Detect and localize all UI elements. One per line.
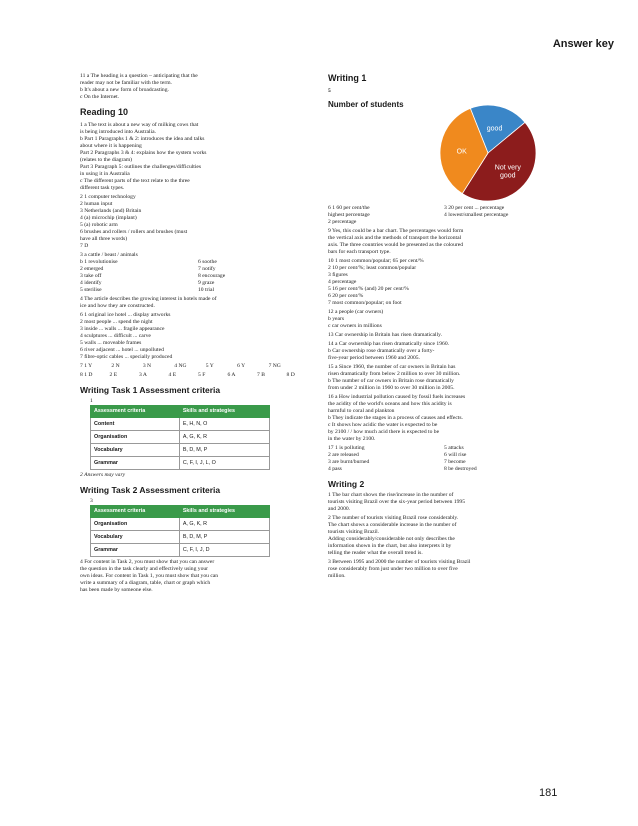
writing-task-2-answer-4-line: the question in the task clearly and effectively using your [80, 566, 209, 572]
reading-10-answer-1-line: Part 3 Paragraph 5: outlines the challenges/difficulties [80, 164, 202, 170]
reading-10-answer-1-line: b Part 1 Paragraphs 1 & 2: introduces the idea and talks [80, 136, 205, 142]
writing-1-number: 5 [328, 88, 331, 94]
writing-task-1-table-cell: Grammar [91, 457, 180, 470]
pie-slice-label: good [486, 125, 503, 133]
reading-10-answer-3b-cell: 10 trial [198, 287, 215, 293]
reading-10-answer-6-line: 5 walls ... moveable frames [80, 340, 142, 346]
answer-9 [328, 228, 560, 256]
reading-10-answer-2-line: 2 1 computer technology [80, 194, 136, 200]
reading-10-answer-1-line: is being introduced into Australia. [80, 129, 156, 135]
answer-10-line: 5 16 per cent/% (and) 20 per cent/% [328, 286, 409, 292]
writing-task-2-table-row [91, 531, 270, 544]
writing-2-answer-2-line: telling the reader what the overall trend is. [328, 550, 423, 556]
reading-10-answer-6-line: 2 most people ... spend the night [80, 319, 153, 325]
reading-10-answer-4-line: ice and how they are constructed. [80, 303, 155, 309]
writing-task-1-table-row [91, 457, 270, 470]
page-header: Answer key [552, 38, 614, 50]
answer-17-row [328, 452, 560, 459]
writing-2-answer-2 [328, 515, 560, 557]
answer-15 [328, 364, 560, 392]
answer-17-cell: 8 be destroyed [444, 466, 477, 472]
answer-11-line: b It's about a new form of broadcasting. [80, 87, 169, 93]
answer-16-line: in the water by 2100. [328, 436, 376, 442]
answer-6 [328, 205, 560, 226]
writing-task-2-table-cell: B, D, M, P [179, 531, 269, 544]
answer-17-row [328, 445, 560, 452]
writing-task-1-answer-2: 2 Answers may vary [80, 472, 126, 478]
reading-10-answer-8-item: 6 A [227, 372, 236, 378]
writing-task-2-answer-4-line: own ideas. For content in Task 1, you must show that you can [80, 573, 219, 579]
reading-10-answer-6-line: 7 fibre-optic cables ... specially produced [80, 354, 173, 360]
reading-10-answer-8-item: 4 E [168, 372, 177, 378]
writing-task-2-table-cell: C, F, I, J, D [179, 544, 269, 557]
pie-chart [328, 95, 560, 205]
answer-16-line: the acidity of the world's oceans and how this acidity is [328, 401, 452, 407]
writing-2-answer-2-line: Adding considerably/considerable not only describes the [328, 536, 455, 542]
answer-17-row [328, 459, 560, 466]
writing-2-answer-1-line: 1 The bar chart shows the rise/increase in the number of [328, 492, 454, 498]
reading-10-answer-7-item: 4 NG [174, 363, 187, 369]
reading-10-answer-2-line: 2 human input [80, 201, 113, 207]
reading-10-answer-1-line: different task types. [80, 185, 125, 191]
writing-task-2-table-cell: Organisation [91, 518, 180, 531]
writing-2-answer-1-line: and 2000. [328, 506, 351, 512]
writing-task-2-answer-4-line: 4 For content in Task 2, you must show that you can answer [80, 559, 215, 565]
writing-task-1-table-cell: Content [91, 418, 180, 431]
reading-10-answer-8-item: 2 E [109, 372, 118, 378]
pie-slice-label: OK [456, 148, 467, 156]
reading-10-answer-1-line: about where it is happening [80, 143, 142, 149]
answer-12-line: c car owners in millions [328, 323, 382, 329]
writing-2-answer-2-line: tourists visiting Brazil. [328, 529, 380, 535]
answer-6-cell: highest percentage [328, 212, 370, 218]
reading-10-answer-6-line: 4 sculptures ... difficult ... carve [80, 333, 151, 339]
answer-10-line: 2 10 per cent/%; least common/popular [328, 265, 417, 271]
reading-10-answer-2-line: 7 D [80, 243, 89, 249]
reading-10-answer-2 [80, 194, 316, 250]
answer-9-line: the vertical axis and the methods of transport the horizontal [328, 235, 462, 241]
reading-10-answer-7-item: 5 Y [205, 363, 214, 369]
left-column [80, 73, 316, 594]
chart-title: Number of students [328, 100, 404, 109]
writing-task-1-table-row [91, 418, 270, 431]
answer-15-line: risen dramatically from below 2 million to over 30 million. [328, 371, 461, 377]
answer-10-line: 6 20 per cent/% [328, 293, 364, 299]
answer-17-cell: 4 pass [328, 466, 342, 472]
writing-2-answer-3 [328, 559, 560, 580]
reading-10-answer-3b-cell: 9 graze [198, 280, 215, 286]
answer-15-line: b The number of car owners in Britain rose dramatically [328, 378, 454, 384]
reading-10-answer-3b-row [80, 259, 316, 266]
reading-10-answer-3a: 3 a cattle / beast / animals [80, 252, 138, 258]
reading-10-answer-3b [80, 259, 316, 294]
writing-task-1-number: 1 [90, 398, 93, 404]
reading-10-answer-8-item: 8 D [286, 372, 295, 378]
reading-10-answer-3b-cell: b 1 revolutionise [80, 259, 118, 265]
reading-10-answer-2-line: 5 (a) robotic arm [80, 222, 118, 228]
reading-10-answer-8-item: 8 1 D [80, 372, 93, 378]
reading-10-answer-2-line: 4 (a) microchip (implant) [80, 215, 137, 221]
reading-10-answer-6-line: 6 river adjacent ... hotel ... unpolluted [80, 347, 164, 353]
answer-16-line: c It shows how acidic the water is expected to be [328, 422, 438, 428]
answer-9-line: bars for each transport type. [328, 249, 391, 255]
writing-task-1-table-header-row [91, 406, 270, 418]
answer-10 [328, 258, 560, 307]
reading-10-heading: Reading 10 [80, 107, 129, 117]
writing-task-2-table-cell: Grammar [91, 544, 180, 557]
answer-6-cell [444, 219, 560, 226]
reading-10-answer-8-item: 7 B [257, 372, 265, 378]
answer-11-line: c On the Internet. [80, 94, 120, 100]
reading-10-answer-7-item: 6 Y [237, 363, 246, 369]
reading-10-answer-3b-row [80, 280, 316, 287]
reading-10-answer-4 [80, 296, 316, 310]
writing-task-1-table-row [91, 431, 270, 444]
answer-10-line: 7 most common/popular; on foot [328, 300, 402, 306]
answer-12-line: b years [328, 316, 344, 322]
answer-6-row [328, 219, 560, 226]
answer-10-line: 3 figures [328, 272, 348, 278]
writing-task-2-table-row [91, 518, 270, 531]
answer-10-line: 10 1 most common/popular; 65 per cent/% [328, 258, 424, 264]
answer-14-line: five-year period between 1960 and 2005. [328, 355, 420, 361]
writing-task-1-table-cell: E, H, N, O [179, 418, 269, 431]
writing-task-1-table-cell: A, G, K, R [179, 431, 269, 444]
writing-task-2-heading: Writing Task 2 Assessment criteria [80, 485, 221, 495]
answer-17-cell: 17 1 is polluting [328, 445, 365, 451]
answer-13: 13 Car ownership in Britain has risen dramatically. [328, 332, 442, 338]
right-column [328, 73, 560, 580]
pie-slice-label: good [500, 172, 516, 180]
answer-10-line: 4 percentage [328, 279, 357, 285]
answer-11-line: reader may not be familiar with the term. [80, 80, 172, 86]
reading-10-answer-3b-row [80, 273, 316, 280]
answer-17-cell: 3 are burnt/burned [328, 459, 370, 465]
answer-15-line: 15 a Since 1960, the number of car owners in Britain has [328, 364, 456, 370]
writing-task-1-table-cell: Organisation [91, 431, 180, 444]
writing-task-2-number: 3 [90, 498, 93, 504]
reading-10-answer-8 [80, 372, 316, 379]
answer-6-row [328, 205, 560, 212]
writing-task-1-table-header-cell: Skills and strategies [179, 406, 269, 418]
writing-task-2-answer-4-line: has been made by someone else. [80, 587, 153, 593]
writing-task-2-answer-4 [80, 559, 316, 594]
writing-task-1-heading: Writing Task 1 Assessment criteria [80, 385, 221, 395]
writing-task-2-table-cell: Vocabulary [91, 531, 180, 544]
reading-10-answer-3b-cell: 7 notify [198, 266, 216, 272]
reading-10-answer-3b-row [80, 266, 316, 273]
answer-6-cell: 4 lowest/smallest percentage [444, 212, 509, 218]
answer-9-line: axis. The three countries would be presented as the coloured [328, 242, 464, 248]
answer-16-line: by 2100 / / how much acid there is expected to be [328, 429, 440, 435]
answer-16-line: b They indicate the stages in a process of causes and effects. [328, 415, 463, 421]
writing-1-heading: Writing 1 [328, 73, 367, 83]
writing-2-answer-2-line: information shown in the chart, but also interprets it by [328, 543, 452, 549]
reading-10-answer-7 [80, 363, 300, 370]
reading-10-answer-1-line: Part 2 Paragraphs 3 & 4: explains how the system works [80, 150, 207, 156]
writing-task-1-table-cell: B, D, M, P [179, 444, 269, 457]
reading-10-answer-6-line: 3 inside ... walls ... fragile appearance [80, 326, 165, 332]
writing-task-2-table-header-row [91, 506, 270, 518]
writing-2-answer-3-line: rose considerably from just under two million to over five [328, 566, 458, 572]
reading-10-answer-6 [80, 312, 316, 361]
answer-12 [328, 309, 560, 330]
reading-10-answer-6-line: 6 1 original ice hotel ... display artworks [80, 312, 171, 318]
answer-11 [80, 73, 316, 101]
writing-task-1-table-header-cell: Assessment criteria [91, 406, 180, 418]
reading-10-answer-3b-cell: 6 soothe [198, 259, 217, 265]
reading-10-answer-3b-cell: 2 emerged [80, 266, 104, 272]
writing-task-1-table-row [91, 444, 270, 457]
reading-10-answer-7-item: 7 NG [268, 363, 281, 369]
reading-10-answer-3b-cell: 3 take off [80, 273, 102, 279]
writing-2-answer-3-line: 3 Between 1995 and 2000 the number of tourists visiting Brazil [328, 559, 471, 565]
answer-14-line: b Car ownership rose dramatically over a forty- [328, 348, 435, 354]
reading-10-answer-2-line: have all three words) [80, 236, 128, 242]
answer-17-row [328, 466, 560, 473]
writing-task-2-table-header-cell: Skills and strategies [179, 506, 269, 518]
writing-task-2-answer-4-line: write a summary of a diagram, table, chart or graph which [80, 580, 211, 586]
writing-task-1-table [90, 405, 270, 470]
reading-10-answer-1-line: 1 a The text is about a new way of milking cows that [80, 122, 199, 128]
reading-10-answer-8-item: 5 F [198, 372, 206, 378]
reading-10-answer-3b-cell: 5 sterilise [80, 287, 102, 293]
reading-10-answer-8-item: 3 A [139, 372, 147, 378]
answer-6-row [328, 212, 560, 219]
reading-10-answer-7-item: 2 N [111, 363, 120, 369]
reading-10-answer-4-line: 4 The article describes the growing interest in hotels made of [80, 296, 217, 302]
writing-task-1-table-cell: Vocabulary [91, 444, 180, 457]
writing-2-answer-2-line: The chart shows a considerable increase in the number of [328, 522, 457, 528]
reading-10-answer-1-line: c The different parts of the text relate to the three [80, 178, 190, 184]
writing-task-2-table-row [91, 544, 270, 557]
reading-10-answer-2-line: 3 Netherlands (and) Britain [80, 208, 142, 214]
answer-6-cell: 6 1 60 per cent/the [328, 205, 370, 211]
answer-15-line: from under 2 million in 1960 to over 30 million in 2005. [328, 385, 455, 391]
answer-17-cell: 2 are released [328, 452, 359, 458]
answer-6-cell: 2 percentage [328, 219, 357, 225]
answer-12-line: 12 a people (car owners) [328, 309, 384, 315]
answer-14-line: 14 a Car ownership has risen dramatically since 1960. [328, 341, 450, 347]
pie-slice-label: Not very [494, 164, 521, 172]
writing-2-answer-3-line: million. [328, 573, 346, 579]
reading-10-answer-1-line: in using it in Australia [80, 171, 130, 177]
writing-2-heading: Writing 2 [328, 479, 365, 489]
answer-17 [328, 445, 560, 473]
answer-17-cell: 7 become [444, 459, 466, 465]
reading-10-answer-2-line: 6 brushes and rollers / rollers and brushes (must [80, 229, 188, 235]
answer-16 [328, 394, 560, 443]
answer-17-cell: 5 attacks [444, 445, 464, 451]
writing-task-2-table [90, 505, 270, 557]
page-number: 181 [539, 787, 558, 799]
reading-10-answer-3b-cell: 8 encourage [198, 273, 226, 279]
writing-2-answer-1 [328, 492, 560, 513]
reading-10-answer-3b-cell: 4 identify [80, 280, 102, 286]
reading-10-answer-1-line: (relates to the diagram) [80, 157, 133, 163]
answer-6-cell: 3 20 per cent ... percentage [444, 205, 505, 211]
pie-chart-svg [328, 95, 560, 205]
answer-9-line: 9 Yes, this could be a bar chart. The percentages would form [328, 228, 464, 234]
answer-16-line: harmful to coral and plankton [328, 408, 395, 414]
reading-10-answer-7-item: 3 N [142, 363, 152, 369]
answer-11-line: 11 a The heading is a question – anticipating that the [80, 73, 198, 79]
reading-10-answer-1 [80, 122, 316, 192]
writing-task-2-table-cell: A, G, K, R [179, 518, 269, 531]
answer-16-line: 16 a How industrial pollution caused by fossil fuels increases [328, 394, 466, 400]
reading-10-answer-7-item: 7 1 Y [80, 363, 93, 369]
answer-17-cell: 6 will rise [444, 452, 467, 458]
writing-2-answer-2-line: 2 The number of tourists visiting Brazil rose considerably. [328, 515, 459, 521]
writing-task-2-table-header-cell: Assessment criteria [91, 506, 180, 518]
answer-14 [328, 341, 560, 362]
writing-2-answer-1-line: tourists visiting Brazil over the six-year period between 1995 [328, 499, 466, 505]
reading-10-answer-3b-row [80, 287, 316, 294]
writing-task-1-table-cell: C, F, I, J, L, O [179, 457, 269, 470]
